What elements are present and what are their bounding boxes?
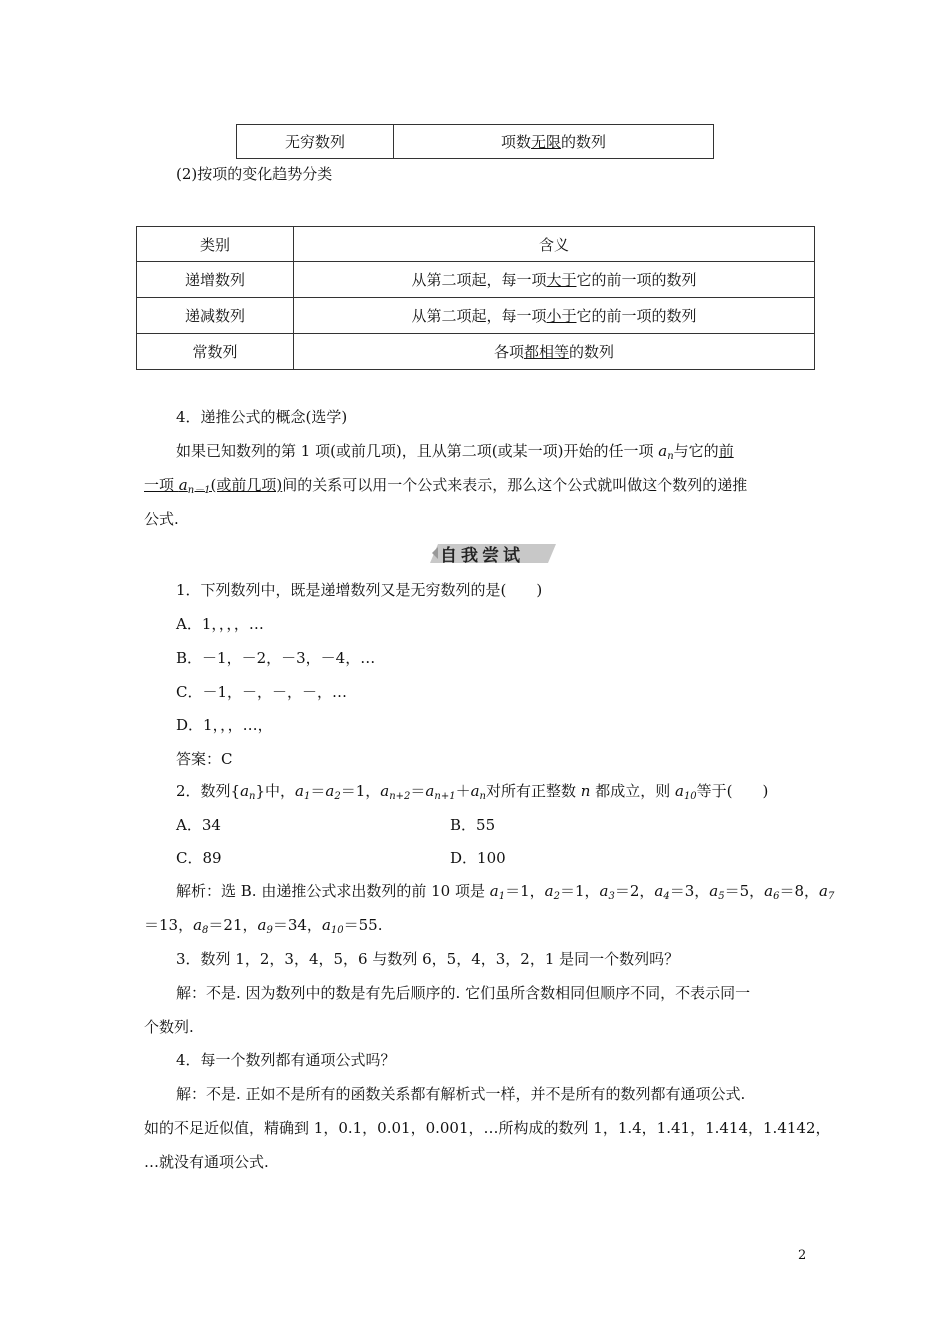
table-cell-meaning: 项数无限的数列 [394,125,714,159]
question-1-answer: 答案：C [176,750,233,768]
table-cell-category: 常数列 [137,334,294,370]
table-header-category: 类别 [137,227,294,262]
table-cell-meaning: 各项都相等的数列 [294,334,815,370]
question-3-answer: 解：不是. 因为数列中的数是有先后顺序的. 它们虽所含数相同但顺序不同，不表示同一 [176,984,751,1002]
table-cell-category: 递减数列 [137,298,294,334]
heading-self-test: 自我尝试 [440,546,524,566]
table-cell-meaning: 从第二项起，每一项小于它的前一项的数列 [294,298,815,334]
question-1-stem: 1．下列数列中，既是递增数列又是无穷数列的是( ) [176,581,543,599]
table-header-row [137,227,815,262]
table-finite-infinite [236,124,714,159]
paragraph-line: 一项 $a_{n-1}$(或前几项)间的关系可以用一个公式来表示，那么这个公式就叫做这个数列的递推 [144,476,748,496]
question-1-option-d: D．1，，，…， [176,716,273,734]
table-cell-category: 递增数列 [137,262,294,298]
question-2-option-d: D．100 [450,849,506,867]
question-1-option-b: B．－1，－2，－3，－4，… [176,649,376,667]
table-cell-category: 无穷数列 [237,125,394,159]
question-4-answer-cont: …就没有通项公式. [144,1153,269,1171]
section-title-recursive: 4．递推公式的概念(选学) [176,408,348,426]
question-2-option-c: C．89 [176,849,222,867]
question-2-option-a: A．34 [176,816,221,834]
table-row [137,298,815,334]
question-4-stem: 4．每一个数列都有通项公式吗？ [176,1051,396,1069]
question-1-option-c: C．－1，－，－，－，… [176,683,348,701]
table-row [137,262,815,298]
paragraph-line: 公式. [144,510,179,528]
table-row [237,125,714,159]
question-2-option-b: B．55 [450,816,496,834]
paragraph-line: 如果已知数列的第 1 项(或前几项)，且从第二项(或某一项)开始的任一项 $a_n$与它的前 [176,442,734,462]
question-2-explanation: 解析：选 B. 由递推公式求出数列的前 10 项是 $a_1=1$，$a_2=1$，$a_3=2$，$a_4=3$，$a_5=5$，$a_6=8$，$a_7$ [176,882,835,902]
question-4-answer-cont: 如的不足近似值，精确到 1，0.1，0.01，0.001，…所构成的数列 1，1.4，1.41，1.414，1.4142， [144,1119,831,1137]
table-row [137,334,815,370]
page-number: 2 [798,1248,807,1263]
section-title-trend: (2)按项的变化趋势分类 [176,165,333,183]
question-4-answer: 解：不是. 正如不是所有的函数关系都有解析式一样，并不是所有的数列都有通项公式. [176,1085,746,1103]
question-2-explanation-cont: ＝13，$a_8=21$，$a_9=34$，$a_{10}=55$. [144,916,383,936]
table-trend-classification [136,226,815,370]
question-3-stem: 3．数列 1，2，3，4，5，6 与数列 6，5，4，3，2，1 是同一个数列吗？ [176,950,680,968]
question-1-option-a: A．1，，，，… [176,615,264,633]
question-3-answer-cont: 个数列. [144,1018,194,1036]
question-2-stem: 2．数列$\{a_n\}$中，$a_1=a_2=1$，$a_{n+2}=a_{n+1}+a_n$对所有正整数 n 都成立，则 $a_{10}$等于( ) [176,782,769,802]
table-header-meaning: 含义 [294,227,815,262]
table-cell-meaning: 从第二项起，每一项大于它的前一项的数列 [294,262,815,298]
